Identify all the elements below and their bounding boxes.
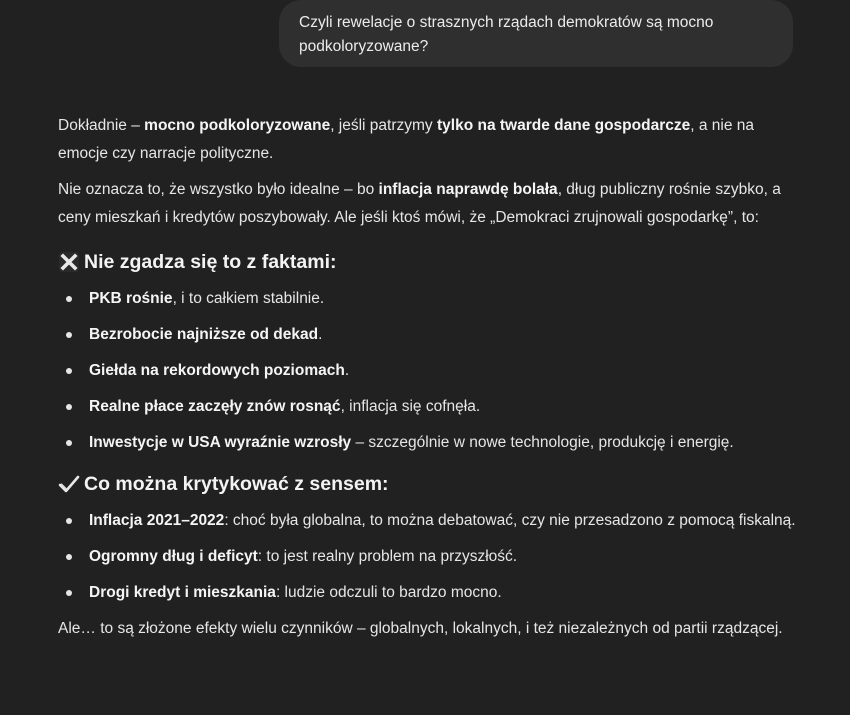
list-item-bold: Realne płace zaczęły znów rosnąć <box>89 398 341 415</box>
intro-text-1: Dokładnie – <box>58 117 145 134</box>
list-item-bold: Inwestycje w USA wyraźnie wzrosły <box>89 434 352 451</box>
list-item <box>58 543 798 571</box>
user-message-bubble <box>279 0 793 67</box>
list-item-bold: PKB rośnie <box>89 290 173 307</box>
intro-bold-2: tylko na twarde dane gospodarcze <box>437 117 691 134</box>
second-text-2: , dług publiczny rośnie szybko, a ceny mieszkań i kredytów poszybowały. Ale jeśli ktoś mówi, że „Demokraci zrujnowali gospodarkę”, to: <box>58 181 781 226</box>
second-text-1: Nie oznacza to, że wszystko było idealne – bo <box>58 181 379 198</box>
user-message-text: Czyli rewelacje o strasznych rządach demokratów są mocno podkoloryzowane? <box>299 14 714 55</box>
list-item-text: , inflacja się cofnęła. <box>340 398 481 415</box>
section-title-criticism: Co można krytykować z sensem: <box>84 473 389 495</box>
section-heading-facts <box>58 249 798 275</box>
list-item <box>58 579 798 607</box>
second-paragraph <box>58 176 798 232</box>
list-item-text: : to jest realny problem na przyszłość. <box>257 548 518 565</box>
list-item-bold: Giełda na rekordowych poziomach <box>89 362 345 379</box>
closing-paragraph: Ale… to są złożone efekty wielu czynników – globalnych, lokalnych, i też niezależnych od partii rządzącej. <box>58 620 783 637</box>
list-item <box>58 321 798 349</box>
list-item-text: . <box>318 326 323 343</box>
list-item-bold: Inflacja 2021–2022 <box>89 512 225 529</box>
section-title-facts: Nie zgadza się to z faktami: <box>84 251 337 273</box>
list-item-bold: Drogi kredyt i mieszkania <box>89 584 276 601</box>
list-item-bold: Ogromny dług i deficyt <box>89 548 258 565</box>
intro-bold-1: mocno podkoloryzowane <box>144 117 331 134</box>
list-item-text: – szczególnie w nowe technologie, produkcję i energię. <box>351 434 734 451</box>
intro-text-2: , jeśli patrzymy <box>330 117 437 134</box>
second-bold-1: inflacja naprawdę bolała <box>378 181 558 198</box>
check-mark-icon <box>58 473 80 495</box>
intro-paragraph <box>58 112 798 168</box>
list-item <box>58 507 798 535</box>
list-item <box>58 393 798 421</box>
facts-list <box>58 285 798 457</box>
list-item-bold: Bezrobocie najniższe od dekad <box>89 326 319 343</box>
cross-mark-icon <box>58 251 80 273</box>
list-item-text: , i to całkiem stabilnie. <box>172 290 325 307</box>
list-item <box>58 429 798 457</box>
list-item-text: . <box>344 362 350 379</box>
list-item-text: : choć była globalna, to można debatować, czy nie przesadzono z pomocą fiskalną. <box>224 512 796 529</box>
list-item-text: : ludzie odczuli to bardzo mocno. <box>275 584 502 601</box>
list-item <box>58 357 798 385</box>
section-heading-criticism <box>58 471 798 497</box>
assistant-response <box>58 112 798 643</box>
intro-text-3: , a nie na emocje czy narracje polityczne. <box>58 117 755 162</box>
list-item <box>58 285 798 313</box>
criticism-list <box>58 507 798 607</box>
